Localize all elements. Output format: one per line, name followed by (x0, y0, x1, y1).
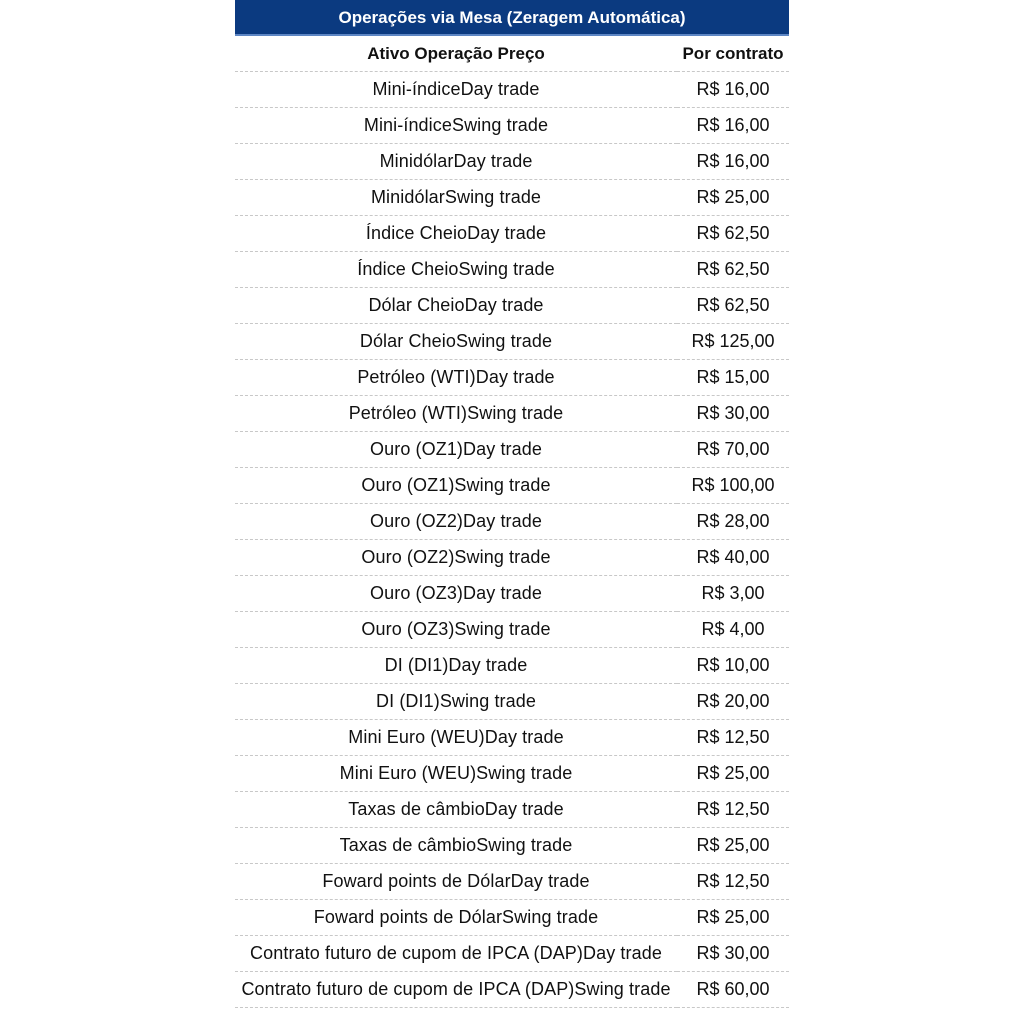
operation-cell: Índice CheioDay trade (235, 216, 677, 252)
price-cell: R$ 60,00 (677, 972, 789, 1008)
table-row (235, 756, 789, 792)
operation-cell: Petróleo (WTI)Swing trade (235, 396, 677, 432)
price-cell: R$ 30,00 (677, 396, 789, 432)
table-row (235, 432, 789, 468)
price-cell: R$ 12,50 (677, 864, 789, 900)
table-body (235, 72, 789, 1008)
price-cell: R$ 25,00 (677, 828, 789, 864)
price-cell: R$ 16,00 (677, 144, 789, 180)
price-cell: R$ 62,50 (677, 252, 789, 288)
table-row (235, 396, 789, 432)
operation-cell: Mini Euro (WEU)Day trade (235, 720, 677, 756)
operation-cell: Ouro (OZ3)Swing trade (235, 612, 677, 648)
price-table-panel (235, 0, 789, 1008)
price-cell: R$ 16,00 (677, 72, 789, 108)
table-row (235, 180, 789, 216)
table-row (235, 144, 789, 180)
price-cell: R$ 30,00 (677, 936, 789, 972)
price-cell: R$ 25,00 (677, 180, 789, 216)
table-row (235, 216, 789, 252)
operation-cell: Ouro (OZ2)Swing trade (235, 540, 677, 576)
operation-cell: Ouro (OZ2)Day trade (235, 504, 677, 540)
price-cell: R$ 4,00 (677, 612, 789, 648)
price-cell: R$ 12,50 (677, 792, 789, 828)
table-row (235, 252, 789, 288)
table-row (235, 648, 789, 684)
table-header (235, 36, 789, 72)
price-cell: R$ 3,00 (677, 576, 789, 612)
table-row (235, 720, 789, 756)
operation-cell: Petróleo (WTI)Day trade (235, 360, 677, 396)
table-row (235, 792, 789, 828)
price-table (235, 36, 789, 1008)
table-row (235, 108, 789, 144)
price-cell: R$ 12,50 (677, 720, 789, 756)
price-cell: R$ 10,00 (677, 648, 789, 684)
table-row (235, 684, 789, 720)
table-row (235, 576, 789, 612)
operation-cell: MinidólarSwing trade (235, 180, 677, 216)
table-row (235, 936, 789, 972)
column-header-operation: Ativo Operação Preço (235, 36, 677, 72)
price-cell: R$ 100,00 (677, 468, 789, 504)
price-cell: R$ 16,00 (677, 108, 789, 144)
operation-cell: Dólar CheioSwing trade (235, 324, 677, 360)
operation-cell: Ouro (OZ1)Day trade (235, 432, 677, 468)
price-cell: R$ 15,00 (677, 360, 789, 396)
price-cell: R$ 20,00 (677, 684, 789, 720)
operation-cell: Mini Euro (WEU)Swing trade (235, 756, 677, 792)
price-cell: R$ 62,50 (677, 216, 789, 252)
operation-cell: Foward points de DólarDay trade (235, 864, 677, 900)
price-cell: R$ 25,00 (677, 756, 789, 792)
table-row (235, 468, 789, 504)
price-cell: R$ 28,00 (677, 504, 789, 540)
table-row (235, 612, 789, 648)
price-cell: R$ 125,00 (677, 324, 789, 360)
operation-cell: MinidólarDay trade (235, 144, 677, 180)
table-row (235, 900, 789, 936)
table-row (235, 360, 789, 396)
table-row (235, 540, 789, 576)
price-cell: R$ 70,00 (677, 432, 789, 468)
table-row (235, 504, 789, 540)
table-row (235, 288, 789, 324)
operation-cell: Mini-índiceDay trade (235, 72, 677, 108)
operation-cell: Taxas de câmbioDay trade (235, 792, 677, 828)
operation-cell: Ouro (OZ3)Day trade (235, 576, 677, 612)
table-title: Operações via Mesa (Zeragem Automática) (235, 0, 789, 36)
table-row (235, 864, 789, 900)
operation-cell: Contrato futuro de cupom de IPCA (DAP)Swing trade (235, 972, 677, 1008)
operation-cell: Contrato futuro de cupom de IPCA (DAP)Day trade (235, 936, 677, 972)
operation-cell: Taxas de câmbioSwing trade (235, 828, 677, 864)
operation-cell: Índice CheioSwing trade (235, 252, 677, 288)
operation-cell: DI (DI1)Swing trade (235, 684, 677, 720)
table-row (235, 324, 789, 360)
price-cell: R$ 62,50 (677, 288, 789, 324)
operation-cell: Mini-índiceSwing trade (235, 108, 677, 144)
header-row (235, 36, 789, 72)
operation-cell: DI (DI1)Day trade (235, 648, 677, 684)
table-row (235, 972, 789, 1008)
price-cell: R$ 25,00 (677, 900, 789, 936)
operation-cell: Dólar CheioDay trade (235, 288, 677, 324)
table-row (235, 828, 789, 864)
operation-cell: Foward points de DólarSwing trade (235, 900, 677, 936)
operation-cell: Ouro (OZ1)Swing trade (235, 468, 677, 504)
table-row (235, 72, 789, 108)
column-header-price: Por contrato (677, 36, 789, 72)
price-cell: R$ 40,00 (677, 540, 789, 576)
